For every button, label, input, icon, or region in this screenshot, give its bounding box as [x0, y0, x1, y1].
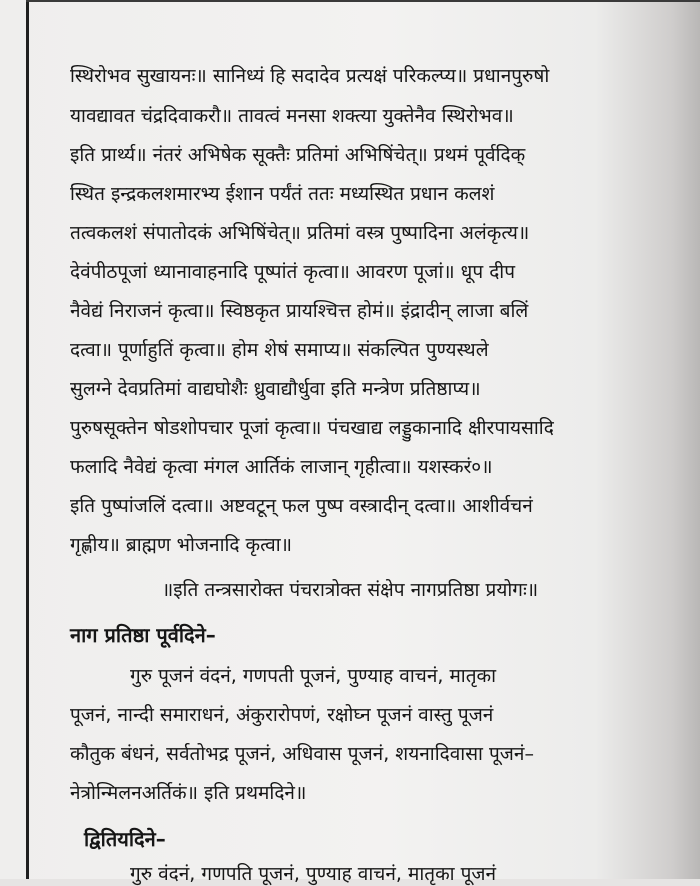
closing-line: ॥इति तन्त्रसारोक्त पंचरात्रोक्त संक्षेप नागप्रतिष्ठा प्रयोगः॥: [161, 579, 539, 601]
body-line-12: इति पुष्पांजलिं दत्वा॥ अष्टवटून् फल पुष्प वस्त्रादीन् दत्वा॥ आशीर्वचनं: [70, 495, 533, 517]
body-line-4: स्थित इन्द्रकलशमारभ्य ईशान पर्यंतं ततः मध्यस्थित प्रधान कलशं: [70, 183, 495, 205]
section-heading-first-day: नाग प्रतिष्ठा पूर्वदिने–: [70, 623, 216, 647]
page-border-left: [26, 0, 29, 879]
body-line-9: सुलग्ने देवप्रतिमां वाद्यघोशैः ध्रुवाद्यौर्धुवा इति मन्त्रेण प्रतिष्ठाप्य॥: [70, 378, 481, 400]
body-line-11: फलादि नैवेद्यं कृत्वा मंगल आर्तिकं लाजान् गृहीत्वा॥ यशस्करं०॥: [70, 456, 493, 478]
section-heading-second-day: द्वितियदिने–: [84, 827, 166, 851]
section1-line-2: पूजनं, नान्दी समाराधनं, अंकुरारोपणं, रक्षोघ्न पूजनं वास्तु पूजनं: [70, 704, 494, 726]
body-line-1: स्थिरोभव सुखायनः॥ सानिध्यं हि सदादेव प्रत्यक्षं परिकल्प्य॥ प्रधानपुरुषो: [70, 65, 550, 87]
section1-line-3: कौतुक बंधनं, सर्वतोभद्र पूजनं, अधिवास पूजनं, शयनादिवासा पूजनं–: [70, 743, 534, 765]
body-line-2: यावद्यावत चंद्रदिवाकरौ॥ तावत्वं मनसा शक्त्या युक्तेनैव स्थिरोभव॥: [70, 105, 514, 127]
body-line-13: गृह्णीय॥ ब्राह्मण भोजनादि कृत्वा॥: [70, 534, 293, 556]
body-line-3: इति प्रार्थ्य॥ नंतरं अभिषेक सूक्तैः प्रतिमां अभिषिंचेत्॥ प्रथमं पूर्वदिक्: [70, 144, 526, 166]
body-line-10: पुरुषसूक्तेन षोडशोपचार पूजां कृत्वा॥ पंचखाद्य लड्डुकानादि क्षीरपायसादि: [70, 417, 554, 439]
section1-line-1: गुरु पूजनं वंदनं, गणपती पूजनं, पुण्याह वाचनं, मातृका: [130, 665, 497, 687]
section1-line-4: नेत्रोन्मिलनअर्तिकं॥ इति प्रथमदिने॥: [70, 782, 307, 804]
body-line-6: देवंपीठपूजां ध्यानावाहनादि पूष्पांतं कृत्वा॥ आवरण पूजां॥ धूप दीप: [70, 261, 516, 283]
body-line-5: तत्वकलशं संपातोदकं अभिषिंचेत्॥ प्रतिमां वस्त्र पुष्पादिना अलंकृत्य॥: [70, 222, 530, 244]
body-line-7: नैवेद्यं निराजनं कृत्वा॥ स्विष्ठकृत प्रायश्चित्त होमं॥ इंद्रादीन् लाजा बलिं: [70, 300, 529, 322]
body-line-8: दत्वा॥ पूर्णाहुतिं कृत्वा॥ होम शेषं समाप्य॥ संकल्पित पुण्यस्थले: [70, 339, 489, 361]
page-border-top: [26, 0, 700, 2]
section2-partial-line: गुरु वंदनं, गणपति पूजनं, पुण्याह वाचनं, मातृका पूजनं: [130, 863, 497, 885]
